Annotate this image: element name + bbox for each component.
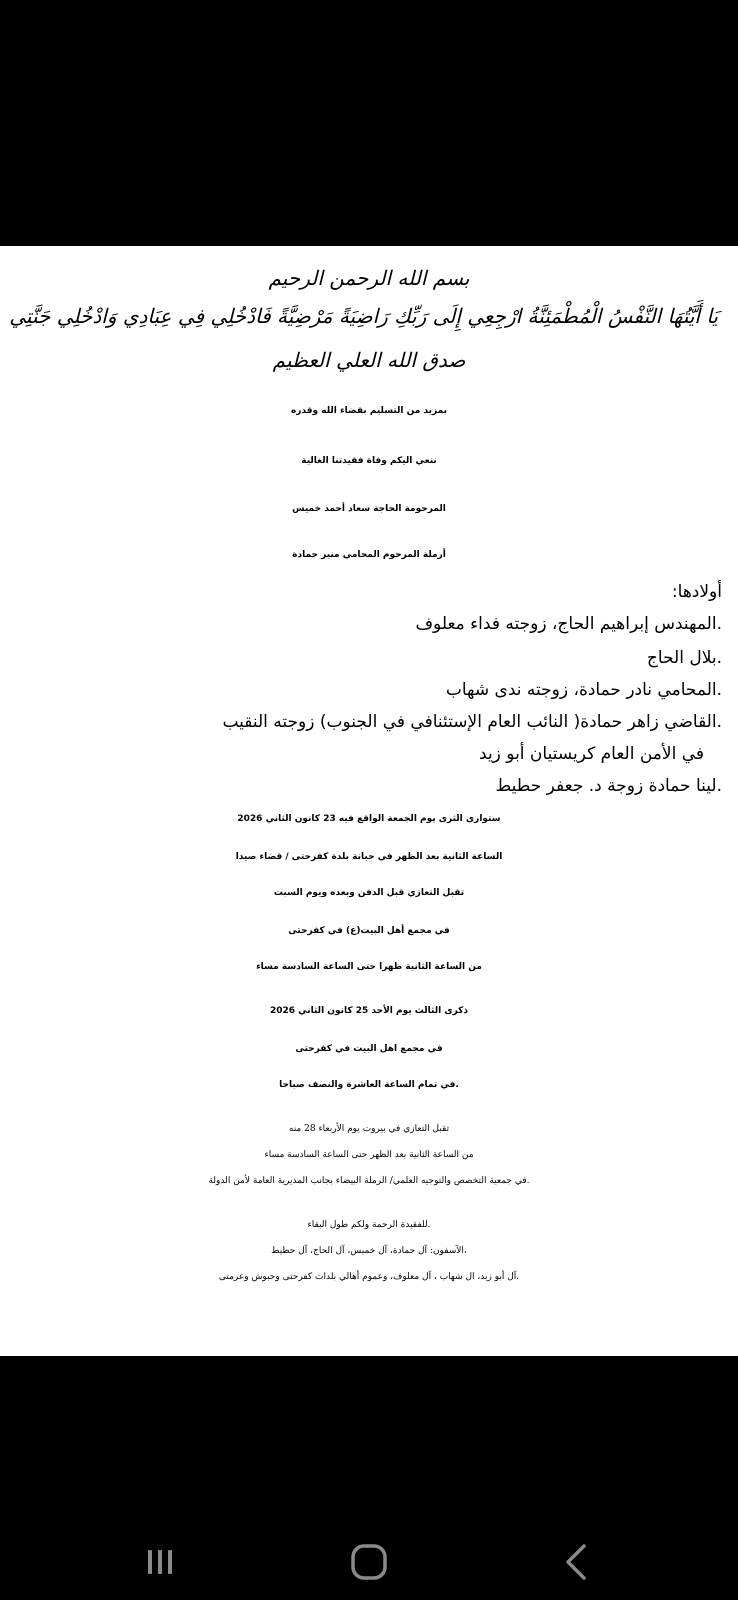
quran-verse-block (9, 266, 718, 384)
burial-line: تقبل التعازي قبل الدفن وبعده ويوم السبت (273, 888, 465, 898)
heading-line: ننعي اليكم وفاة فقيدتنا الغالية (301, 456, 437, 466)
child-line: .المحامي نادر حمادة، زوجته ندى شهاب (445, 680, 722, 700)
child-line: .القاضي زاهر حمادة( النائب العام الإستئنافي في الجنوب) زوجته النقيب (222, 712, 722, 732)
third-day-line: ذكرى الثالث يوم الأحد 25 كانون الثاني 2026 (269, 1006, 469, 1016)
sadaq-line: صدق الله العلي العظيم (272, 348, 466, 372)
beirut-line: تقبل التعازي في بيروت يوم الأربعاء 28 منه (288, 1124, 450, 1134)
closing-line: ،الآسفون: آل حمادة، آل خميس، آل الحاج، آل حطيط (271, 1246, 467, 1256)
basmala: بسم الله الرحمن الرحيم (268, 266, 470, 290)
closing-line: .آل أبو زيد، ال شهاب ، آل معلوف، وعموم أهالي بلدات كفرحتى وحبوش وعرمتى (218, 1272, 520, 1282)
closing-line: .للفقيدة الرحمة ولكم طول البقاء (307, 1220, 431, 1230)
child-line: .بلال الحاج (646, 648, 722, 668)
quran-verse: يَا أَيَّتُهَا النَّفْسُ الْمُطْمَئِنَّةُ ارْجِعِي إِلَى رَبِّكِ رَاضِيَةً مَرْضِيَّةً فَادْخُلِي فِي عِبَادِي وَادْخُلِي جَنَّتِي (9, 304, 718, 328)
burial-line: من الساعة الثانية ظهرا حتى الساعة السادسة مساء (256, 962, 482, 972)
back-icon[interactable] (552, 1540, 600, 1584)
child-line: .المهندس إبراهيم الحاج، زوجته فداء معلوف (415, 614, 722, 634)
obituary-notice (0, 246, 738, 1356)
child-line: في الأمن العام كريستيان أبو زيد (479, 744, 704, 764)
child-line: .لينا حمادة زوجة د. جعفر حطيط (495, 776, 722, 796)
burial-line: ستوارى الثرى يوم الجمعة الواقع فيه 23 كانون الثاني 2026 (237, 814, 501, 824)
burial-line: الساعة الثانية بعد الظهر في جبانة بلدة كفرحتى / قضاء صيدا (235, 852, 503, 862)
beirut-line: .في جمعية التخصص والتوجيه العلمي/ الرملة البيضاء بجانب المديرية العامة لأمن الدولة (208, 1176, 530, 1186)
third-day-line: في مجمع اهل البيت في كفرحتى (295, 1044, 443, 1054)
beirut-line: من الساعة الثانية بعد الظهر حتى الساعة السادسة مساء (264, 1150, 474, 1160)
system-nav-bar (0, 1520, 738, 1600)
burial-line: في مجمع أهل البيت(ع) في كفرحتى (288, 926, 450, 936)
deceased-name: المرحومة الحاجة سعاد أحمد خميس (292, 504, 446, 514)
heading-line: أرملة المرحوم المحامي منير حمادة (292, 550, 446, 560)
home-icon[interactable] (345, 1540, 393, 1584)
heading-line: بمزيد من التسليم بقضاء الله وقدره (290, 406, 448, 416)
recent-apps-icon[interactable] (136, 1540, 184, 1584)
third-day-line: .في تمام الساعة العاشرة والنصف صباحا (279, 1080, 459, 1090)
children-label: أولادها: (671, 582, 722, 602)
